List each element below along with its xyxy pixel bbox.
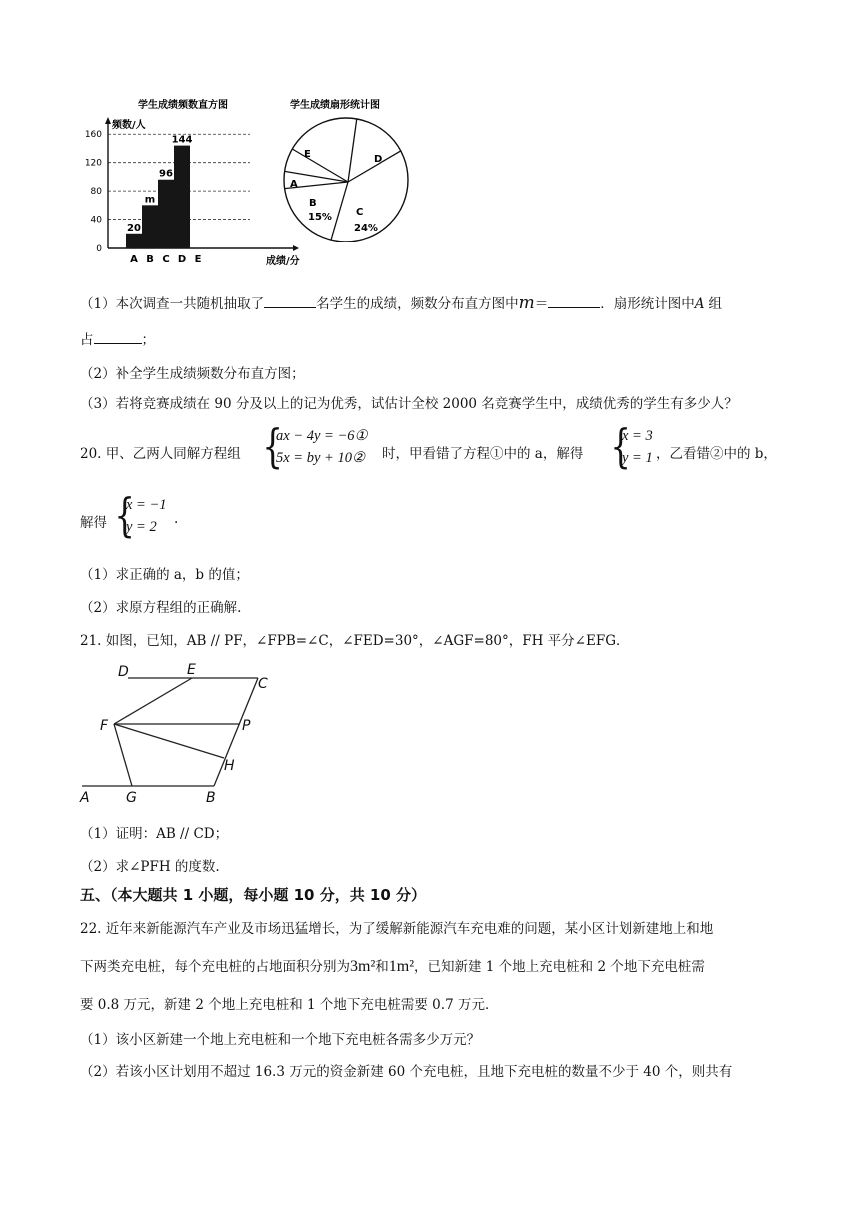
equals-sign: ＝ (534, 296, 549, 312)
solution-2 (126, 494, 167, 538)
q20-line2: 解得 (80, 515, 107, 531)
brace: { (610, 419, 631, 473)
equation-2: 5x = by + 10② (276, 450, 365, 466)
q21-statement: 21. 如图，已知，AB // PF，∠FPB=∠C，∠FED=30°，∠AGF=80°，FH 平分∠EFG． (80, 633, 630, 649)
point-g-label: G (126, 790, 137, 806)
q22-line2 (80, 955, 705, 976)
y-axis-label: 频数/人 (112, 120, 146, 131)
bar-value-label: 96 (159, 168, 173, 180)
q19-p1-text-b: 名学生的成绩，频数分布直方图中 (316, 296, 519, 312)
histogram-bar (126, 234, 142, 248)
point-h-label: H (224, 758, 235, 774)
q19-part3: （3）若将竞赛成绩在 90 分及以上的记为优秀，试估计全校 2000 名竞赛学生中，成绩优秀的学生有多少人？ (80, 396, 738, 412)
pie-slice-label: D (374, 154, 383, 165)
segment-fg (114, 724, 132, 786)
group-a-label: A (694, 296, 705, 312)
pie-slice-label: B (309, 198, 317, 209)
answer-blank (94, 329, 142, 344)
pie-title: 学生成绩扇形统计图 (290, 100, 380, 111)
frequency-histogram (78, 92, 303, 272)
y-axis-arrow (105, 117, 111, 124)
q19-part1-line1 (80, 292, 722, 313)
q19-p1-line2-text: 占 (80, 332, 94, 348)
q22-line1: 22. 近年来新能源汽车产业及市场迅猛增长，为了缓解新能源汽车充电难的问题，某小区计划新建地上和地 (80, 921, 714, 937)
pie-slice-label: C (356, 207, 364, 218)
histogram-title: 学生成绩频数直方图 (138, 100, 228, 111)
histogram-bar-incomplete (142, 205, 158, 248)
pie-slice-label: A (290, 179, 298, 190)
bar-value-label: 20 (127, 222, 141, 234)
pie-outline (284, 118, 408, 242)
pie-slice-label: E (304, 149, 311, 160)
bar-value-label: 144 (171, 134, 193, 146)
x-axis-arrow (293, 245, 299, 251)
q22-line2-b: ，已知新建 1 个地上充电桩和 2 个地下充电桩需 (414, 959, 705, 975)
segment-fh (114, 724, 224, 758)
area-underground: 1m² (388, 958, 414, 975)
answer-blank (548, 293, 600, 308)
x-category-label: E (194, 254, 202, 265)
point-c-label: C (258, 676, 268, 692)
bar-value-label: m (144, 194, 156, 206)
x-category-label: D (177, 254, 187, 265)
q20-mid: 时，甲看错了方程①中的 a，解得 (382, 446, 584, 462)
y-tick-label: 120 (84, 158, 102, 169)
point-p-label: P (242, 718, 251, 734)
brace: { (262, 419, 283, 473)
equation-system (276, 425, 367, 469)
point-e-label: E (187, 662, 196, 678)
q19-part1-line2 (80, 328, 155, 348)
histogram-bar (158, 180, 174, 248)
pie-slice-label: 15% (308, 212, 332, 223)
variable-m: m (518, 293, 535, 313)
pie-slice-border (348, 119, 357, 182)
q19-p1-text-d: 组 (708, 296, 722, 312)
geometry-figure (74, 660, 284, 810)
q19-p1-text-a: （1）本次调查一共随机抽取了 (80, 296, 265, 312)
q20-part2: （2）求原方程组的正确解. (80, 600, 242, 616)
x-category-label: C (162, 254, 170, 265)
q22-line3: 要 0.8 万元，新建 2 个地上充电桩和 1 个地下充电桩需要 0.7 万元． (80, 997, 499, 1013)
point-b-label: B (206, 790, 216, 806)
x-category-label: B (146, 254, 154, 265)
q21-part1: （1）证明：AB // CD； (80, 826, 229, 842)
point-a-label: A (80, 790, 90, 806)
solution-2-x: x = −1 (126, 497, 167, 513)
pie-slice-label: 24% (354, 223, 378, 234)
x-axis-label: 成绩/分 (266, 256, 300, 267)
q20-dot: . (174, 511, 179, 527)
y-tick-label: 80 (90, 187, 102, 198)
answer-blank (264, 293, 316, 308)
x-category-label: A (130, 254, 138, 265)
brace: { (114, 488, 135, 542)
q20-mid2: ，乙看错②中的 b， (656, 446, 777, 462)
q19-p1-end: ； (141, 332, 155, 348)
y-tick-label: 160 (84, 130, 102, 141)
y-tick-label: 40 (90, 215, 102, 226)
q19-p1-text-c: ．扇形统计图中 (600, 296, 695, 312)
y-tick-label: 0 (96, 244, 102, 254)
histogram-bar (174, 146, 190, 248)
q22-part2: （2）若该小区计划用不超过 16.3 万元的资金新建 60 个充电桩，且地下充电桩的数量不少于 40 个，则共有 (80, 1064, 733, 1080)
q20-part1: （1）求正确的 a，b 的值； (80, 567, 249, 583)
q20-intro: 20. 甲、乙两人同解方程组 (80, 446, 241, 462)
segment-fe (114, 678, 192, 724)
equation-1: ax − 4y = −6① (276, 428, 368, 444)
q19-part2: （2）补全学生成绩频数分布直方图； (80, 366, 305, 382)
solution-2-y: y = 2 (126, 519, 157, 535)
section-5-heading: 五、（本大题共 1 小题，每小题 10 分，共 10 分） (80, 886, 427, 904)
solution-1 (622, 425, 653, 469)
q21-part2: （2）求∠PFH 的度数. (80, 859, 220, 875)
q22-part1: （1）该小区新建一个地上充电桩和一个地下充电桩各需多少万元？ (80, 1032, 481, 1048)
solution-1-x: x = 3 (622, 428, 653, 444)
area-above-ground: 3m² (350, 958, 376, 975)
q22-and: 和 (375, 959, 389, 975)
point-f-label: F (100, 718, 109, 734)
q22-line2-a: 下两类充电桩，每个充电桩的占地面积分别为 (80, 959, 350, 975)
pie-slice-border (331, 182, 348, 240)
segment-cb (214, 678, 258, 786)
pie-chart (278, 92, 413, 242)
point-d-label: D (118, 664, 129, 680)
solution-1-y: y = 1 (622, 450, 653, 466)
